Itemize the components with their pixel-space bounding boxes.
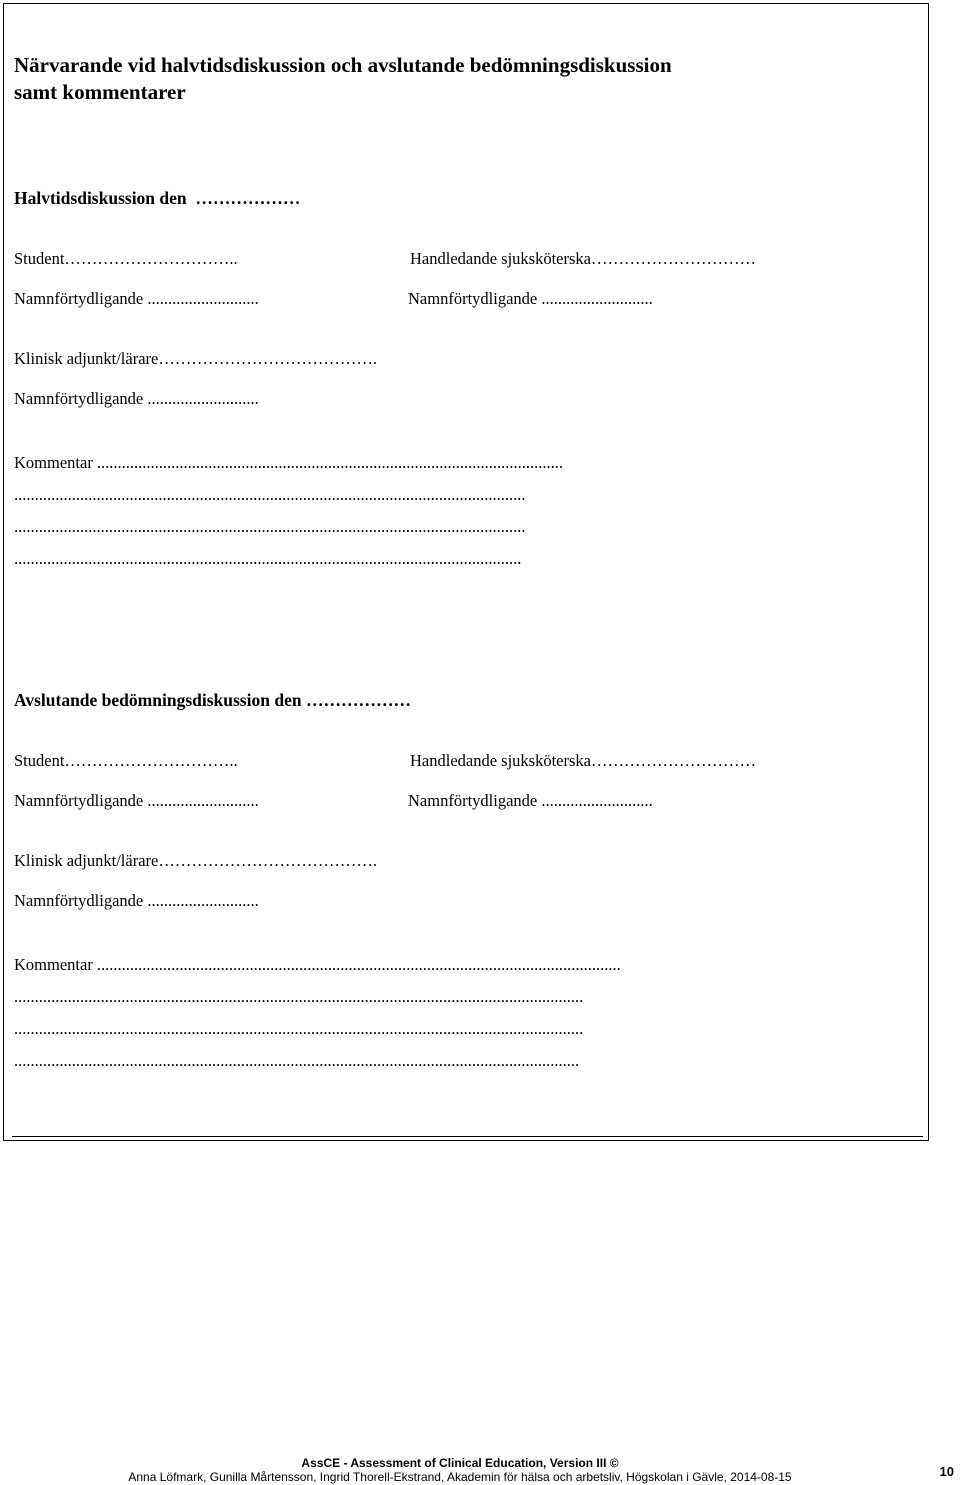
page-number: 10 [939,1464,954,1479]
midterm-supervisor-name: Namnförtydligande ........................... [408,289,653,308]
midterm-student-signature: Student………………………….. [14,249,238,268]
bottom-rule [12,1136,923,1137]
midterm-student-name: Namnförtydligande ........................... [14,289,259,308]
final-heading: Avslutande bedömningsdiskussion den ……………… [14,690,411,710]
midterm-supervisor-signature: Handledande sjuksköterska………………………… [410,249,756,268]
midterm-lecturer-name: Namnförtydligande ........................... [14,389,259,408]
final-comment-line: .......................................................................................................................................... [14,1019,584,1038]
midterm-heading: Halvtidsdiskussion den ……………… [14,188,301,208]
final-supervisor-name: Namnförtydligande ........................... [408,791,653,810]
final-student-signature: Student………………………….. [14,751,238,770]
midterm-lecturer-signature: Klinisk adjunkt/lärare…………………………………. [14,349,377,368]
midterm-comment-line: ............................................................................................................................ [14,517,526,536]
midterm-comment: Kommentar ................................................................................................................. [14,453,564,472]
final-lecturer-signature: Klinisk adjunkt/lärare…………………………………. [14,851,377,870]
page-title: Närvarande vid halvtidsdiskussion och avslutande bedömningsdiskussion samt kommentarer [14,53,672,104]
final-comment-line: ......................................................................................................................................... [14,1051,580,1070]
footer-title: AssCE - Assessment of Clinical Education, Version III © [301,1456,619,1470]
midterm-comment-line: ............................................................................................................................ [14,485,526,504]
footer-authors: Anna Löfmark, Gunilla Mårtensson, Ingrid Thorell-Ekstrand, Akademin för hälsa och arbetsliv, Högskolan i Gävle, 2014-08-15 [128,1470,792,1484]
final-supervisor-signature: Handledande sjuksköterska………………………… [410,751,756,770]
final-student-name: Namnförtydligande ........................... [14,791,259,810]
midterm-comment-line: ........................................................................................................................... [14,549,522,568]
final-comment: Kommentar ............................................................................................................................... [14,955,621,974]
final-comment-line: .......................................................................................................................................... [14,987,584,1006]
final-lecturer-name: Namnförtydligande ........................... [14,891,259,910]
